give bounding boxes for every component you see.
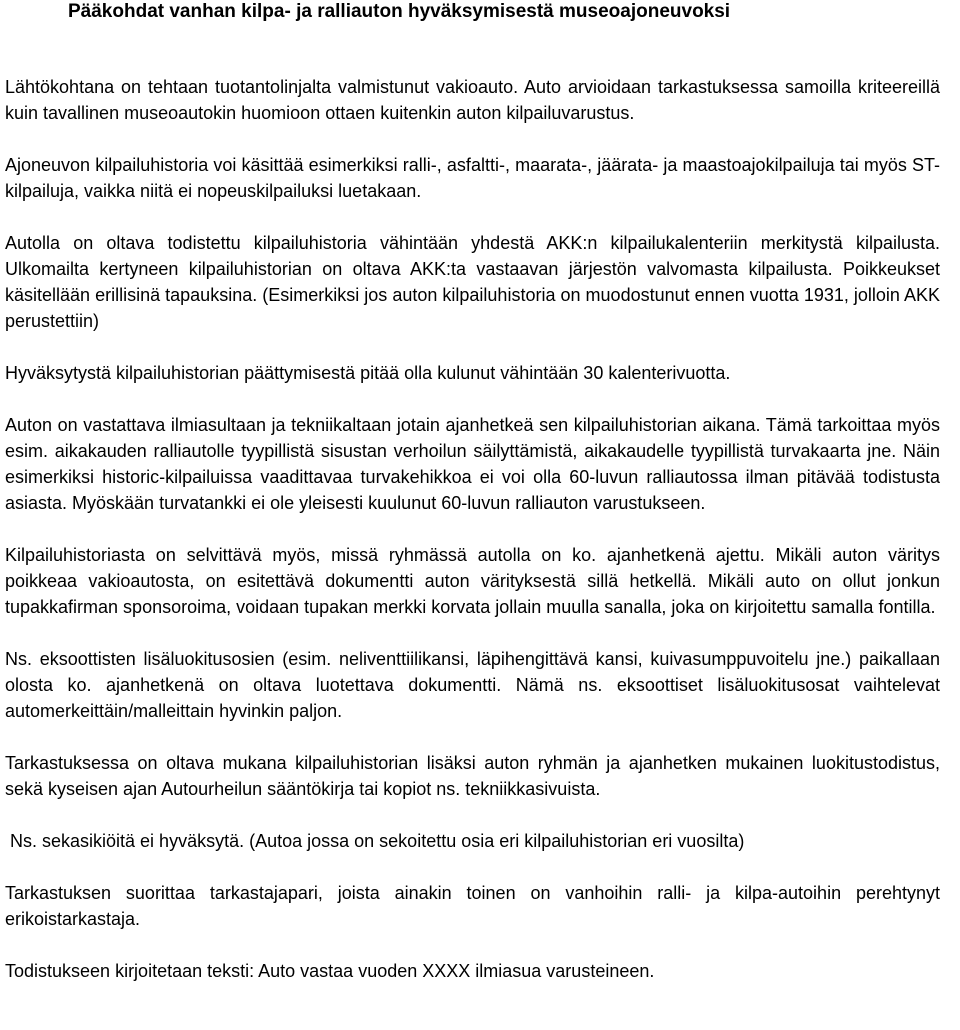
document-body <box>5 74 940 984</box>
paragraph-proven-history: Autolla on oltava todistettu kilpailuhistoria vähintään yhdestä AKK:n kilpailukalenteriin merkitystä kilpailusta. Ulkomailta kertyneen kilpailuhistorian on oltava AKK:ta vastaavan järjestön valvomasta kilpailusta. Poikkeukset käsitellään erillisinä tapauksina. (Esimerkiksi jos auton kilpailuhistoria on muodostunut ennen vuotta 1931, jolloin AKK perustettiin) <box>5 233 940 331</box>
paragraph-thirty-years: Hyväksytystä kilpailuhistorian päättymisestä pitää olla kulunut vähintään 30 kalenterivuotta. <box>5 363 731 383</box>
paragraph-starting-point: Lähtökohtana on tehtaan tuotantolinjalta valmistunut vakioauto. Auto arvioidaan tarkastuksessa samoilla kriteereillä kuin tavallinen museoautokin huomioon ottaen kuitenkin auton kilpailuvarustus. <box>5 77 940 123</box>
paragraph-appearance-technology: Auton on vastattava ilmiasultaan ja tekniikaltaan jotain ajanhetkeä sen kilpailuhistorian aikana. Tämä tarkoittaa myös esim. aikakauden ralliautolle tyypillistä sisustan verhoilun säilyttämistä, aikakaudelle tyypillistä turvakaarta jne. Näin esimerkiksi historic-kilpailuissa vaadittavaa turvakehikkoa ei voi olla 60-luvun ralliautossa ilman pitävää todistusta asiasta. Myöskään turvatankki ei ole yleisesti kuulunut 60-luvun ralliauton varustukseen. <box>5 415 940 513</box>
paragraph-hybrids-not-accepted: Ns. sekasikiöitä ei hyväksytä. (Autoa jossa on sekoitettu osia eri kilpailuhistorian eri vuosilta) <box>10 831 745 851</box>
paragraph-competition-types: Ajoneuvon kilpailuhistoria voi käsittää esimerkiksi ralli-, asfaltti-, maarata-, jäärata- ja maastoajokilpailuja tai myös ST-kilpailuja, vaikka niitä ei nopeuskilpailuksi luetakaan. <box>5 155 940 201</box>
paragraph-certificate-text: Todistukseen kirjoitetaan teksti: Auto vastaa vuoden XXXX ilmiasua varusteineen. <box>5 961 655 981</box>
paragraph-group-and-livery: Kilpailuhistoriasta on selvittävä myös, missä ryhmässä autolla on ko. ajanhetkenä ajettu. Mikäli auton väritys poikkeaa vakioautosta, on esitettävä dokumentti auton värityksestä sillä hetkellä. Mikäli auto on ollut jonkun tupakkafirman sponsoroima, voidaan tupakan merkki korvata jollain muulla sanalla, joka on kirjoitettu samalla fontilla. <box>5 545 940 617</box>
paragraph-exotic-parts: Ns. eksoottisten lisäluokitusosien (esim. neliventtiilikansi, läpihengittävä kansi, kuivasumppuvoitelu jne.) paikallaan olosta ko. ajanhetkenä on oltava luotettava dokumentti. Nämä ns. eksoottiset lisäluokitusosat vaihtelevat automerkeittäin/malleittain hyvinkin paljon. <box>5 649 940 721</box>
paragraph-inspectors: Tarkastuksen suorittaa tarkastajapari, joista ainakin toinen on vanhoihin ralli- ja kilpa-autoihin perehtynyt erikoistarkastaja. <box>5 883 940 929</box>
document-title: Pääkohdat vanhan kilpa- ja ralliauton hyväksymisestä museoajoneuvoksi <box>68 1 731 22</box>
paragraph-required-documents: Tarkastuksessa on oltava mukana kilpailuhistorian lisäksi auton ryhmän ja ajanhetken mukainen luokitustodistus, sekä kyseisen ajan Autourheilun sääntökirja tai kopiot ns. tekniikkasivuista. <box>5 753 940 799</box>
